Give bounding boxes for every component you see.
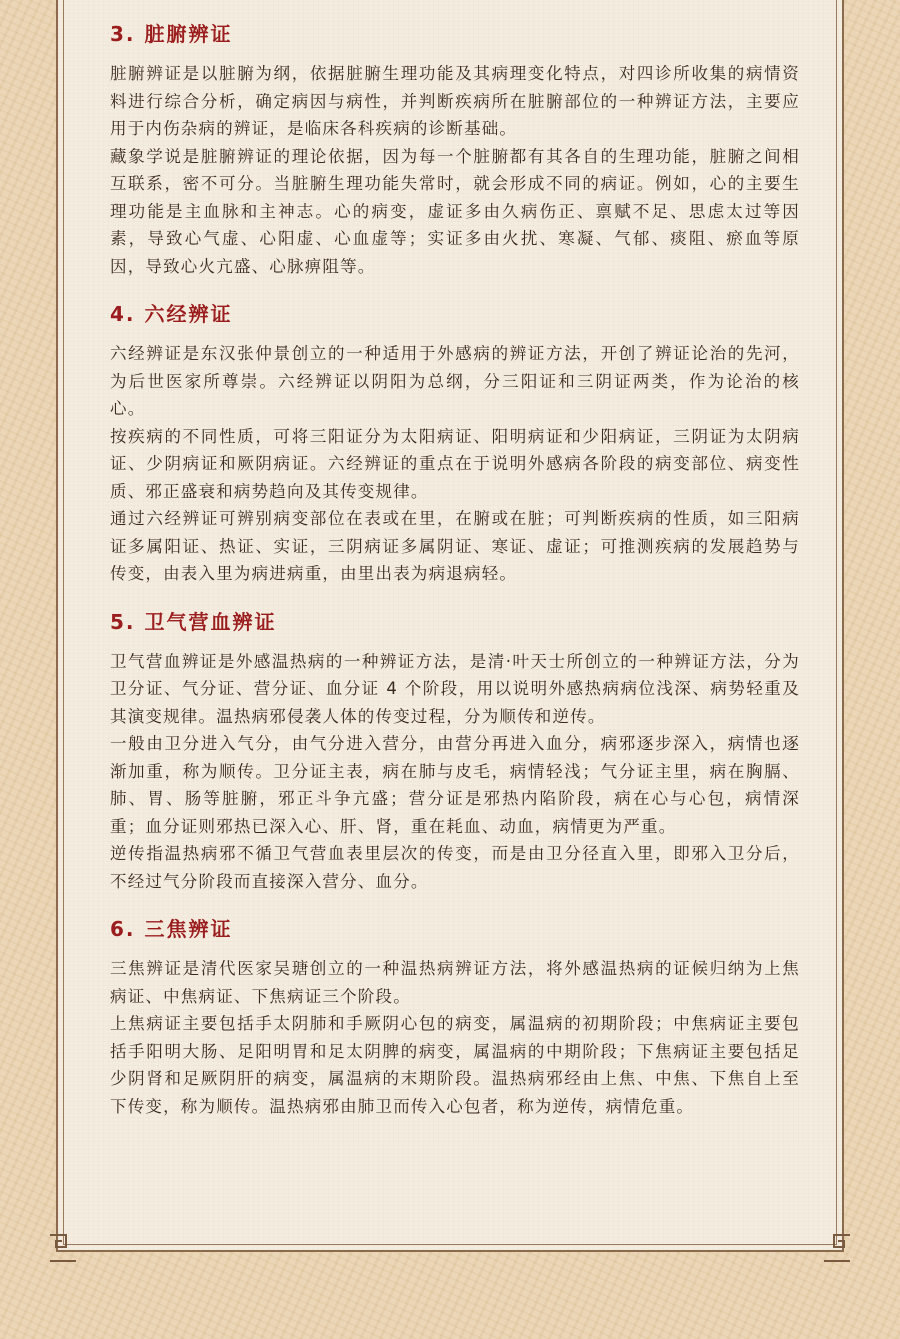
section-paragraph: 上焦病证主要包括手太阴肺和手厥阴心包的病变，属温病的初期阶段；中焦病证主要包括手阳明大肠、足阳明胃和足太阴脾的病变，属温病的中期阶段；下焦病证主要包括足少阴肾和足厥阴肝的病变，属温病的末期阶段。温热病邪经由上焦、中焦、下焦自上至下传变，称为顺传。温热病邪由肺卫而传入心包者，称为逆传，病情危重。	[110, 1014, 800, 1116]
section-weiqiyingxue	[110, 608, 800, 896]
section-paragraph: 脏腑辨证是以脏腑为纲，依据脏腑生理功能及其病理变化特点，对四诊所收集的病情资料进行综合分析，确定病因与病性，并判断疾病所在脏腑部位的一种辨证方法，主要应用于内伤杂病的辨证，是临床各科疾病的诊断基础。	[110, 64, 800, 138]
section-paragraph: 通过六经辨证可辨别病变部位在表或在里，在腑或在脏；可判断疾病的性质，如三阳病证多属阳证、热证、实证，三阴病证多属阴证、寒证、虚证；可推测疾病的发展趋势与传变，由表入里为病进病重，由里出表为病退病轻。	[110, 509, 800, 583]
section-title: 5. 卫气营血辨证	[110, 609, 277, 634]
section-paragraph: 三焦辨证是清代医家吴瑭创立的一种温热病辨证方法，将外感温热病的证候归纳为上焦病证、中焦病证、下焦病证三个阶段。	[110, 959, 800, 1006]
corner-ornament-right	[822, 1233, 852, 1263]
corner-ornament-left	[48, 1233, 78, 1263]
section-paragraph: 卫气营血辨证是外感温热病的一种辨证方法，是清·叶天士所创立的一种辨证方法，分为卫分证、气分证、营分证、血分证 4 个阶段，用以说明外感热病病位浅深、病势轻重及其演变规律。温热病邪侵袭人体的传变过程，分为顺传和逆传。	[110, 651, 800, 726]
section-title: 3. 脏腑辨证	[110, 22, 233, 46]
section-title: 4. 六经辨证	[110, 302, 233, 326]
article-content	[110, 20, 800, 1140]
section-paragraph: 藏象学说是脏腑辨证的理论依据，因为每一个脏腑都有其各自的生理功能，脏腑之间相互联系，密不可分。当脏腑生理功能失常时，就会形成不同的病证。例如，心的主要生理功能是主血脉和主神志。心的病变，虚证多由久病伤正、禀赋不足、思虑太过等因素，导致心气虚、心阳虚、心血虚等；实证多由火扰、寒凝、气郁、痰阻、瘀血等原因，导致心火亢盛、心脉痹阻等。	[110, 146, 800, 276]
section-zangfu	[110, 20, 800, 280]
section-paragraph: 逆传指温热病邪不循卫气营血表里层次的传变，而是由卫分径直入里，即邪入卫分后，不经过气分阶段而直接深入营分、血分。	[110, 844, 800, 891]
section-paragraph: 一般由卫分进入气分，由气分进入营分，由营分再进入血分，病邪逐步深入，病情也逐渐加重，称为顺传。卫分证主表，病在肺与皮毛，病情轻浅；气分证主里，病在胸膈、肺、胃、肠等脏腑，邪正斗争亢盛；营分证是邪热内陷阶段，病在心与心包，病情深重；血分证则邪热已深入心、肝、肾，重在耗血、动血，病情更为严重。	[110, 734, 800, 836]
section-paragraph: 按疾病的不同性质，可将三阳证分为太阳病证、阳明病证和少阳病证，三阴证为太阴病证、少阴病证和厥阴病证。六经辨证的重点在于说明外感病各阶段的病变部位、病变性质、邪正盛衰和病势趋向及其传变规律。	[110, 426, 800, 501]
section-paragraph: 六经辨证是东汉张仲景创立的一种适用于外感病的辨证方法，开创了辨证论治的先河，为后世医家所尊崇。六经辨证以阴阳为总纲，分三阳证和三阴证两类，作为论治的核心。	[110, 344, 800, 418]
section-liujing	[110, 300, 800, 588]
section-sanjiao	[110, 915, 800, 1120]
section-title: 6. 三焦辨证	[110, 917, 233, 941]
